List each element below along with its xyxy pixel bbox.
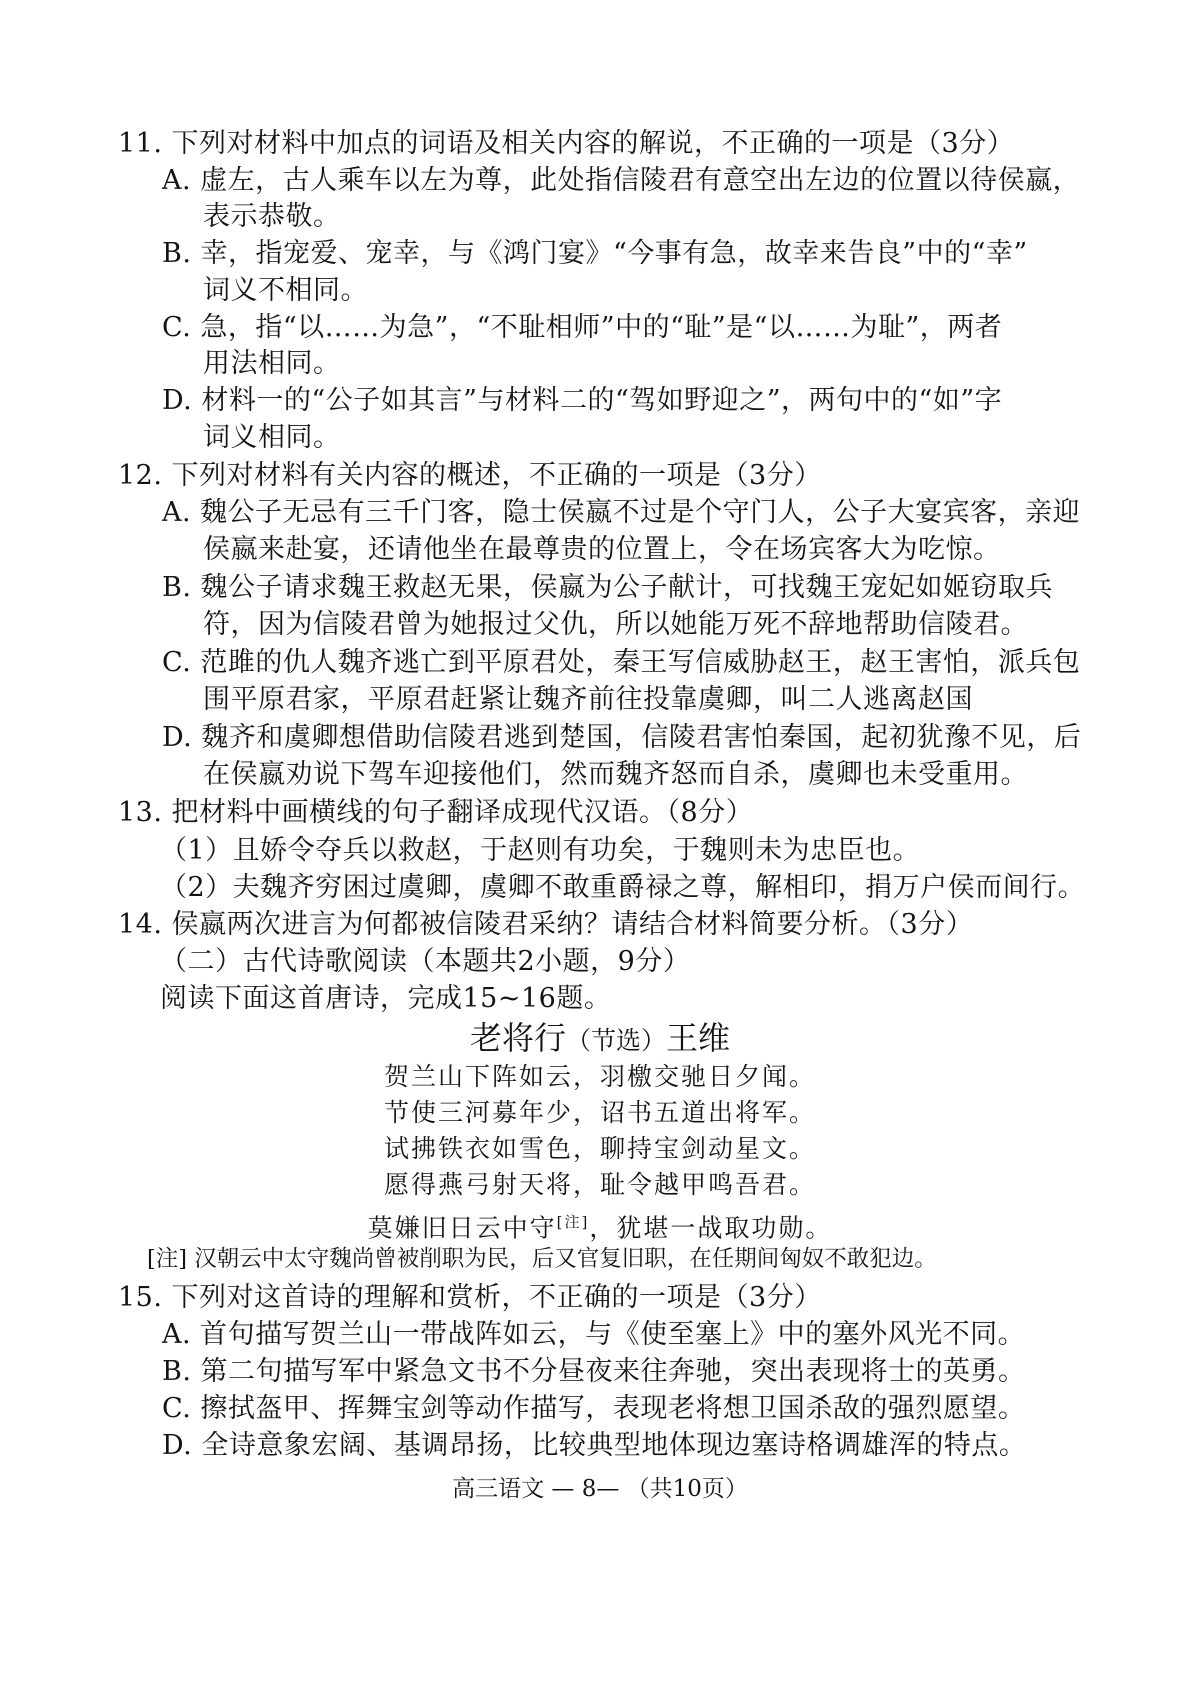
q13-sentence-2: （2）夫魏齐穷困过虞卿，虞卿不敢重爵禄之尊，解相印，捐万户侯而间行。: [160, 872, 1086, 903]
q11-stem: 11. 下列对材料中加点的词语及相关内容的解说，不正确的一项是（3分）: [118, 128, 1015, 159]
q11-option-c-line2: 用法相同。: [203, 348, 341, 379]
q12-option-a-line2: 侯嬴来赴宴，还请他坐在最尊贵的位置上，令在场宾客大为吃惊。: [203, 534, 1001, 565]
q13-stem: 13. 把材料中画横线的句子翻译成现代汉语。（8分）: [118, 797, 754, 828]
q12-option-c-line2: 围平原君家，平原君赶紧让魏齐前往投靠虞卿，叫二人逃离赵国: [203, 684, 973, 715]
poem-line-2: 节使三河募年少，诏书五道出将军。: [383, 1098, 816, 1127]
poem-line-4: 愿得燕弓射天将，耻令越甲鸣吾君。: [383, 1170, 816, 1199]
poem-excerpt-label: （节选）: [565, 1026, 666, 1055]
q14-stem: 14. 侯嬴两次进言为何都被信陵君采纳？请结合材料简要分析。（3分）: [118, 909, 974, 940]
q12-stem: 12. 下列对材料有关内容的概述，不正确的一项是（3分）: [118, 460, 822, 491]
poem-title-line: [0, 1018, 1200, 1061]
q11-option-d-line2: 词义相同。: [203, 422, 341, 453]
poem-note-marker: [注]: [556, 1213, 590, 1231]
poem-line-5-part-a: 莫嫌旧日云中守: [367, 1213, 557, 1243]
q11-option-b-line2: 词义不相同。: [203, 275, 368, 306]
q15-option-d: D. 全诗意象宏阔、基调昂扬，比较典型地体现边塞诗格调雄浑的特点。: [162, 1430, 1027, 1461]
q15-option-a: A. 首句描写贺兰山一带战阵如云，与《使至塞上》中的塞外风光不同。: [162, 1319, 1026, 1350]
q11-option-d-line1: D. 材料一的“公子如其言”与材料二的“驾如野迎之”，两句中的“如”字: [162, 385, 1003, 416]
poem-line-3: 试拂铁衣如雪色，聊持宝剑动星文。: [383, 1134, 816, 1163]
q11-option-b-line1: B. 幸，指宠爱、宠幸，与《鸿门宴》“今事有急，故幸来告良”中的“幸”: [162, 238, 1028, 269]
page-footer: 高三语文 — 8— （共10页）: [452, 1476, 748, 1502]
poem-line-5-part-b: ，犹堪一战取功勋。: [589, 1213, 833, 1243]
q15-option-b: B. 第二句描写军中紧急文书不分昼夜来往奔驰，突出表现将士的英勇。: [162, 1356, 1026, 1387]
poem-line-5: [0, 1205, 1200, 1245]
poem-title: 老将行: [469, 1019, 566, 1057]
q12-option-b-line1: B. 魏公子请求魏王救赵无果，侯嬴为公子献计，可找魏王宠妃如姬窃取兵: [162, 572, 1054, 603]
q11-option-a-line1: A. 虚左，古人乘车以左为尊，此处指信陵君有意空出左边的位置以待侯嬴，: [162, 165, 1081, 196]
q11-option-a-line2: 表示恭敬。: [203, 201, 341, 232]
q12-option-d-line2: 在侯嬴劝说下驾车迎接他们，然而魏齐怒而自杀，虞卿也未受重用。: [203, 759, 1028, 790]
q12-option-b-line2: 符，因为信陵君曾为她报过父仇，所以她能万死不辞地帮助信陵君。: [203, 609, 1028, 640]
poem-footnote: [注] 汉朝云中太守魏尚曾被削职为民，后又官复旧职，在任期间匈奴不敢犯边。: [147, 1246, 937, 1272]
poem-author: 王维: [666, 1019, 731, 1057]
section-heading: （二）古代诗歌阅读（本题共2小题，9分）: [160, 946, 691, 977]
q15-stem: 15. 下列对这首诗的理解和赏析，不正确的一项是（3分）: [118, 1282, 822, 1313]
q13-sentence-1: （1）且娇令夺兵以救赵，于赵则有功矣，于魏则未为忠臣也。: [160, 835, 921, 866]
poem-line-1: 贺兰山下阵如云，羽檄交驰日夕闻。: [383, 1062, 816, 1091]
q15-option-c: C. 擦拭盔甲、挥舞宝剑等动作描写，表现老将想卫国杀敌的强烈愿望。: [162, 1393, 1026, 1424]
q12-option-a-line1: A. 魏公子无忌有三千门客，隐士侯嬴不过是个守门人，公子大宴宾客，亲迎: [162, 497, 1081, 528]
section-intro: 阅读下面这首唐诗，完成15~16题。: [160, 983, 612, 1014]
q11-option-c-line1: C. 急，指“以……为急”，“不耻相师”中的“耻”是“以……为耻”，两者: [162, 312, 1003, 343]
q12-option-d-line1: D. 魏齐和虞卿想借助信陵君逃到楚国，信陵君害怕秦国，起初犹豫不见，后: [162, 722, 1082, 753]
q12-option-c-line1: C. 范雎的仇人魏齐逃亡到平原君处，秦王写信威胁赵王，赵王害怕，派兵包: [162, 647, 1081, 678]
